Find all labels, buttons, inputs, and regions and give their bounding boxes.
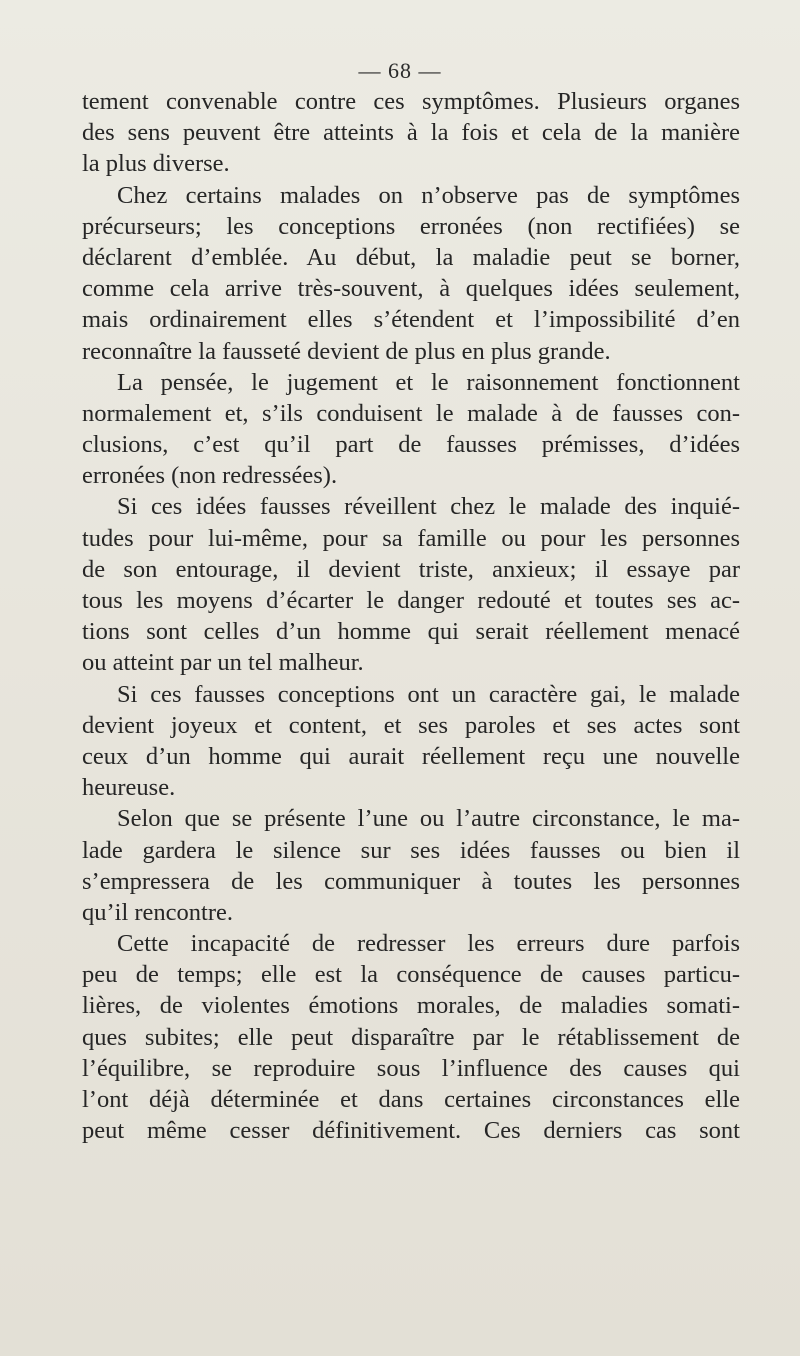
text-line: tement convenable contre ces symptômes. Plusieurs organes [82, 88, 740, 115]
text-line: peu de temps; elle est la conséquence de causes particu- [82, 961, 740, 989]
text-line: clusions, c’est qu’il part de fausses prémisses, d’idées [82, 431, 740, 459]
text-line: Si ces idées fausses réveillent chez le malade des inquié- [117, 493, 740, 521]
text-line: Cette incapacité de redresser les erreurs dure parfois [117, 930, 740, 958]
text-line: comme cela arrive très-souvent, à quelques idées seulement, [82, 275, 740, 303]
text-line: heureuse. [82, 774, 176, 802]
text-line: qu’il rencontre. [82, 898, 234, 926]
text-line: l’équilibre, se reproduire sous l’influence des causes qui [82, 1054, 740, 1082]
text-line: devient joyeux et content, et ses paroles et ses actes sont [82, 711, 740, 739]
text-line: tous les moyens d’écarter le danger redouté et toutes ses ac- [82, 587, 740, 614]
text-line: La pensée, le jugement et le raisonnement fonctionnent [117, 368, 740, 396]
text-line: Selon que se présente l’une ou l’autre circonstance, le ma- [117, 805, 740, 833]
text-line: s’empressera de les communiquer à toutes les personnes [82, 867, 740, 895]
text-line: la plus diverse. [82, 150, 230, 178]
text-line: peut même cesser définitivement. Ces derniers cas sont [82, 1117, 740, 1145]
body-text [82, 86, 740, 1146]
text-line: Si ces fausses conceptions ont un caractère gai, le malade [117, 680, 740, 708]
text-line: erronées (non redressées). [82, 462, 338, 490]
text-line: normalement et, s’ils conduisent le malade à de fausses con- [82, 399, 740, 427]
text-line: mais ordinairement elles s’étendent et l’impossibilité d’en [82, 306, 740, 334]
text-line: des sens peuvent être atteints à la fois et cela de la manière [82, 119, 740, 147]
text-line: tions sont celles d’un homme qui serait réellement menacé [82, 618, 740, 646]
text-line: Chez certains malades on n’observe pas de symptômes [117, 181, 740, 209]
text-line: ceux d’un homme qui aurait réellement reçu une nouvelle [82, 742, 740, 770]
text-line: tudes pour lui-même, pour sa famille ou pour les personnes [82, 524, 740, 552]
text-line: lade gardera le silence sur ses idées fausses ou bien il [82, 836, 740, 864]
text-line: ou atteint par un tel malheur. [82, 649, 364, 677]
text-line: ques subites; elle peut disparaître par le rétablissement de [82, 1023, 740, 1051]
text-line: déclarent d’emblée. Au début, la maladie peut se borner, [82, 243, 740, 271]
text-line: reconnaître la fausseté devient de plus en plus grande. [82, 337, 611, 365]
text-line: lières, de violentes émotions morales, de maladies somati- [82, 992, 740, 1020]
text-line: précurseurs; les conceptions erronées (non rectifiées) se [82, 212, 740, 240]
page-number: — 68 — [358, 58, 442, 83]
text-line: l’ont déjà déterminée et dans certaines circonstances elle [82, 1086, 740, 1113]
text-line: de son entourage, il devient triste, anxieux; il essaye par [82, 555, 740, 583]
